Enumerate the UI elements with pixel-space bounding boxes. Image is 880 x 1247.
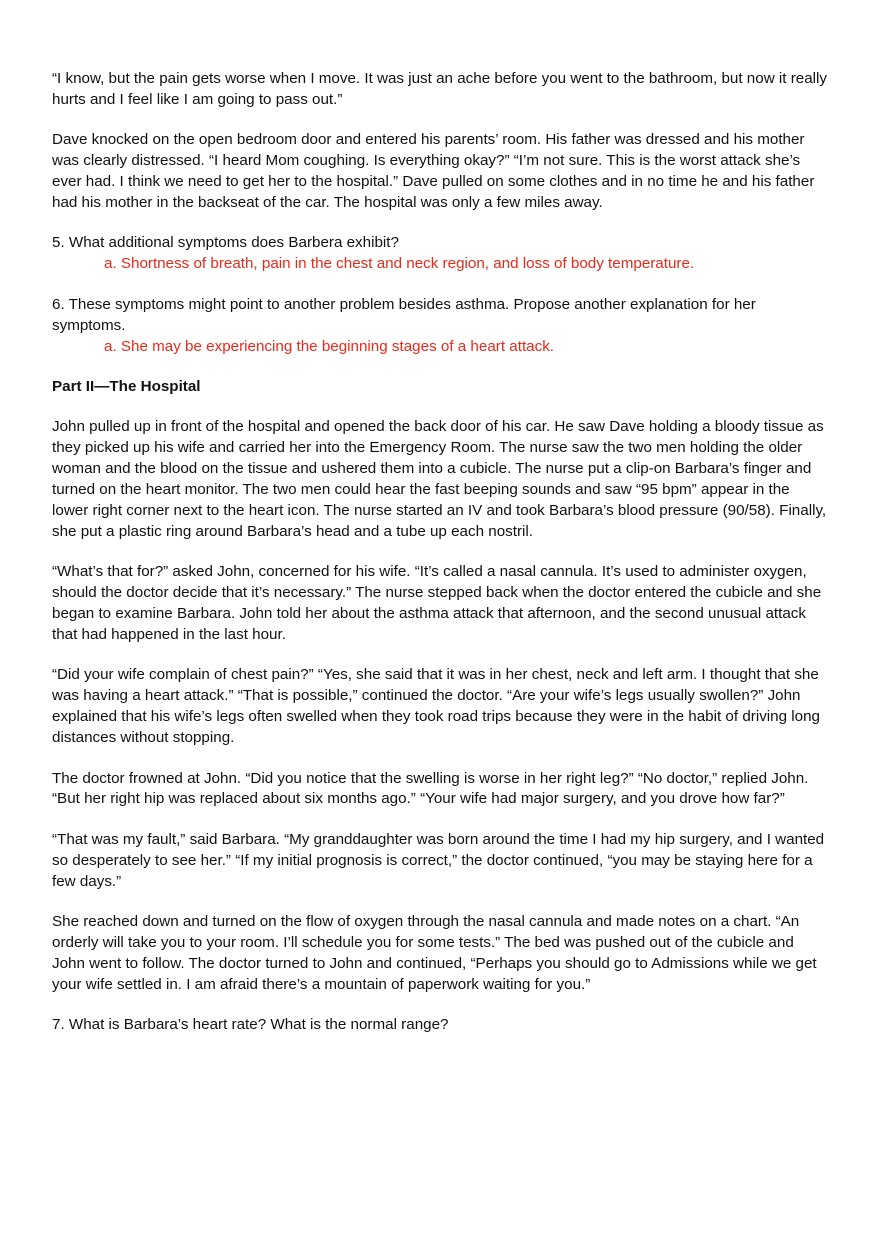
answer-5: a. Shortness of breath, pain in the chest and neck region, and loss of body temperature. bbox=[104, 255, 695, 273]
story-paragraph-6: The doctor frowned at John. “Did you notice that the swelling is worse in her right leg?” “No doctor,” replied John. “But her right hip was replaced about six months ago.” “Your wife had major surgery, and you drove how far?” bbox=[52, 769, 809, 808]
question-7: 7. What is Barbara’s heart rate? What is the normal range? bbox=[52, 1016, 449, 1034]
story-paragraph-3: John pulled up in front of the hospital and opened the back door of his car. He saw Dave holding a bloody tissue as they picked up his wife and carried her into the Emergency Room. The nurse saw the two men holding the older woman and the blood on the tissue and ushered them into a cubicle. The nurse put a clip-on Barbara’s finger and turned on the heart monitor. The two men could hear the fast beeping sounds and saw “95 bpm” appear in the lower right corner next to the heart icon. The nurse started an IV and took Barbara’s blood pressure (90/58). Finally, she put a plastic ring around Barbara’s head and a tube up each nostril. bbox=[52, 418, 827, 540]
answer-6: a. She may be experiencing the beginning stages of a heart attack. bbox=[104, 337, 555, 355]
story-paragraph-4: “What’s that for?” asked John, concerned for his wife. “It’s called a nasal cannula. It’s used to administer oxygen, should the doctor decide that it’s necessary.” The nurse stepped back when the doctor entered the cubicle and she began to examine Barbara. John told her about the asthma attack that afternoon, and the second unusual attack that had happened in the last hour. bbox=[52, 563, 822, 644]
story-paragraph-7: “That was my fault,” said Barbara. “My granddaughter was born around the time I had my hip surgery, and I wanted so desperately to see her.” “If my initial prognosis is correct,” the doctor continued, “you may be staying here for a few days.” bbox=[52, 830, 825, 890]
question-5: 5. What additional symptoms does Barbera exhibit? bbox=[52, 234, 399, 252]
section-heading: Part II—The Hospital bbox=[52, 377, 201, 395]
question-6: 6. These symptoms might point to another problem besides asthma. Propose another explanation for her symptoms. bbox=[52, 295, 756, 334]
story-paragraph-1: “I know, but the pain gets worse when I move. It was just an ache before you went to the bathroom, but now it really hurts and I feel like I am going to pass out.” bbox=[52, 70, 827, 108]
story-paragraph-5: “Did your wife complain of chest pain?” “Yes, she said that it was in her chest, neck and left arm. I thought that she was having a heart attack.” “That is possible,” continued the doctor. “Are your wife’s legs usually swollen?” John explained that his wife’s legs often swelled when they took road trips because they were in the habit of driving long distances without stopping. bbox=[52, 666, 820, 747]
story-paragraph-8: She reached down and turned on the flow of oxygen through the nasal cannula and made notes on a chart. “An orderly will take you to your room. I’ll schedule you for some tests.” The bed was pushed out of the cubicle and John went to follow. The doctor turned to John and continued, “Perhaps you should go to Admissions while we get your wife settled in. I am afraid there’s a mountain of paperwork waiting for you.” bbox=[52, 913, 817, 993]
story-paragraph-2: Dave knocked on the open bedroom door and entered his parents’ room. His father was dressed and his mother was clearly distressed. “I heard Mom coughing. Is everything okay?” “I’m not sure. This is the worst attack she’s ever had. I think we need to get her to the hospital.” Dave pulled on some clothes and in no time he and his father had his mother in the backseat of the car. The hospital was only a few miles away. bbox=[52, 131, 815, 212]
